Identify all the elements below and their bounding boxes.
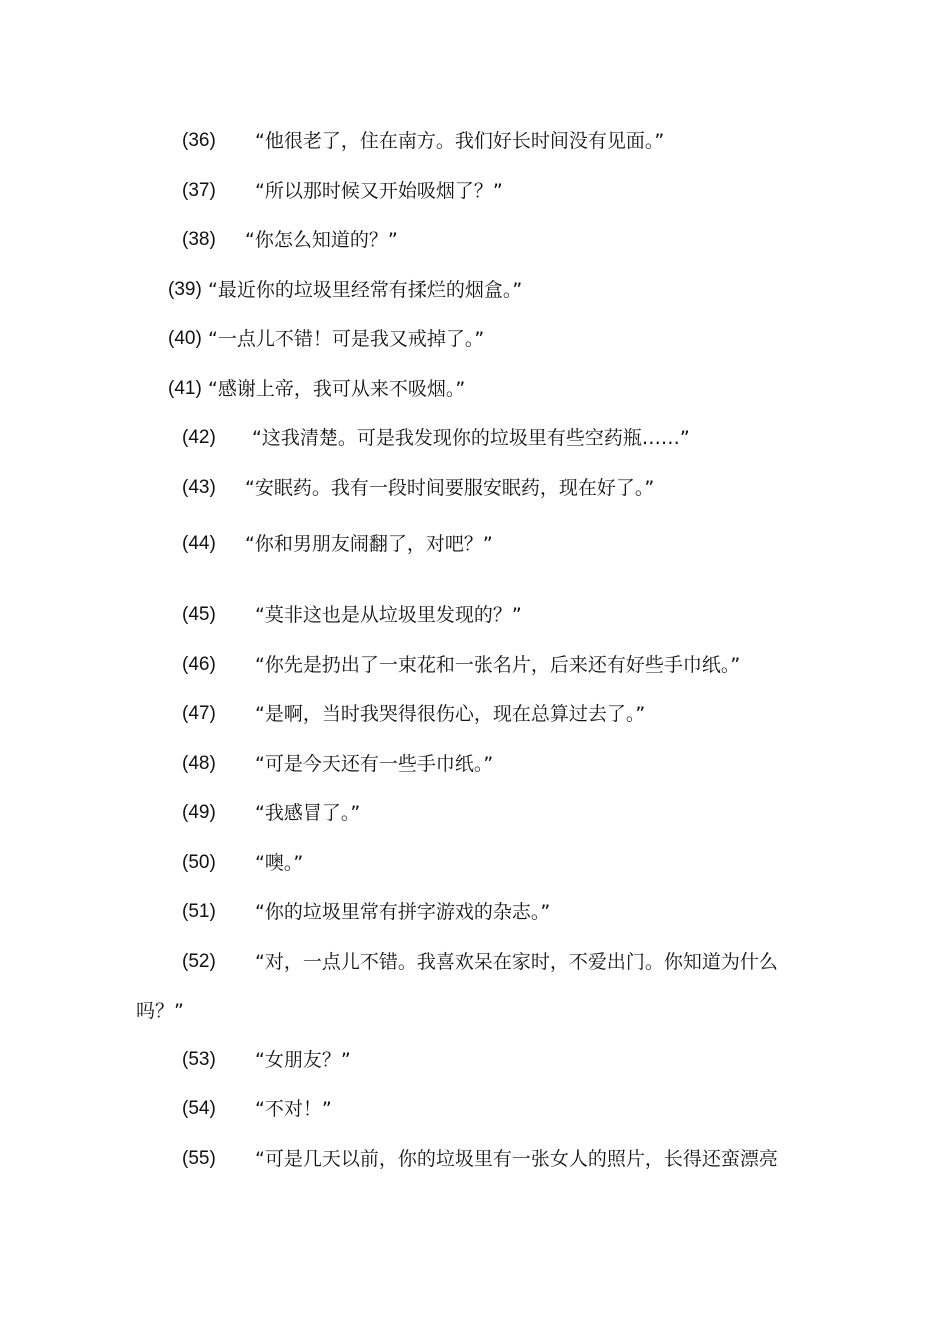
line-number: (54): [182, 1098, 216, 1119]
line-number: (38): [182, 229, 216, 250]
line-number: (47): [182, 703, 216, 724]
line-number: (52): [182, 951, 216, 972]
dialogue-text: “一点儿不错！可是我又戒掉了。”: [208, 328, 485, 350]
line-number: (41): [168, 378, 202, 399]
dialogue-text: “他很老了，住在南方。我们好长时间没有见面。”: [255, 130, 665, 152]
line-number: (53): [182, 1049, 216, 1070]
dialogue-text: “是啊，当时我哭得很伤心，现在总算过去了。”: [255, 703, 646, 725]
dialogue-text: “所以那时候又开始吸烟了？”: [255, 180, 503, 202]
line-number: (49): [182, 802, 216, 823]
line-number: (48): [182, 753, 216, 774]
dialogue-text: “感谢上帝，我可从来不吸烟。”: [208, 378, 466, 400]
dialogue-text: “不对！”: [255, 1098, 332, 1120]
line-number: (45): [182, 604, 216, 625]
line-number: (50): [182, 852, 216, 873]
dialogue-text: “你的垃圾里常有拼字游戏的杂志。”: [255, 901, 551, 923]
line-number: (43): [182, 477, 216, 498]
dialogue-text: “你怎么知道的？”: [245, 229, 398, 251]
dialogue-text: “噢。”: [255, 852, 304, 874]
dialogue-text: “对，一点儿不错。我喜欢呆在家时，不爱出门。你知道为什么: [255, 951, 778, 973]
dialogue-text: “可是今天还有一些手巾纸。”: [255, 753, 494, 775]
dialogue-text: “我感冒了。”: [255, 802, 361, 824]
dialogue-text: “女朋友？”: [255, 1049, 351, 1071]
dialogue-text: “莫非这也是从垃圾里发现的？”: [255, 604, 522, 626]
dialogue-text: “最近你的垃圾里经常有揉烂的烟盒。”: [208, 279, 523, 301]
line-number: (40): [168, 328, 202, 349]
line-number: (39): [168, 279, 202, 300]
line-number: (36): [182, 130, 216, 151]
dialogue-text: “你先是扔出了一束花和一张名片，后来还有好些手巾纸。”: [255, 654, 741, 676]
line-number: (51): [182, 901, 216, 922]
line-number: (42): [182, 427, 216, 448]
dialogue-text: “这我清楚。可是我发现你的垃圾里有些空药瓶……”: [252, 427, 690, 449]
dialogue-text: “你和男朋友闹翻了，对吧？”: [245, 533, 493, 555]
line-number: (44): [182, 533, 216, 554]
line-number: (55): [182, 1148, 216, 1169]
dialogue-text-continuation: 吗？”: [136, 1000, 184, 1022]
line-number: (46): [182, 654, 216, 675]
dialogue-text: “安眠药。我有一段时间要服安眠药，现在好了。”: [245, 477, 655, 499]
line-number: (37): [182, 180, 216, 201]
dialogue-text: “可是几天以前，你的垃圾里有一张女人的照片，长得还蛮漂亮: [255, 1148, 778, 1170]
